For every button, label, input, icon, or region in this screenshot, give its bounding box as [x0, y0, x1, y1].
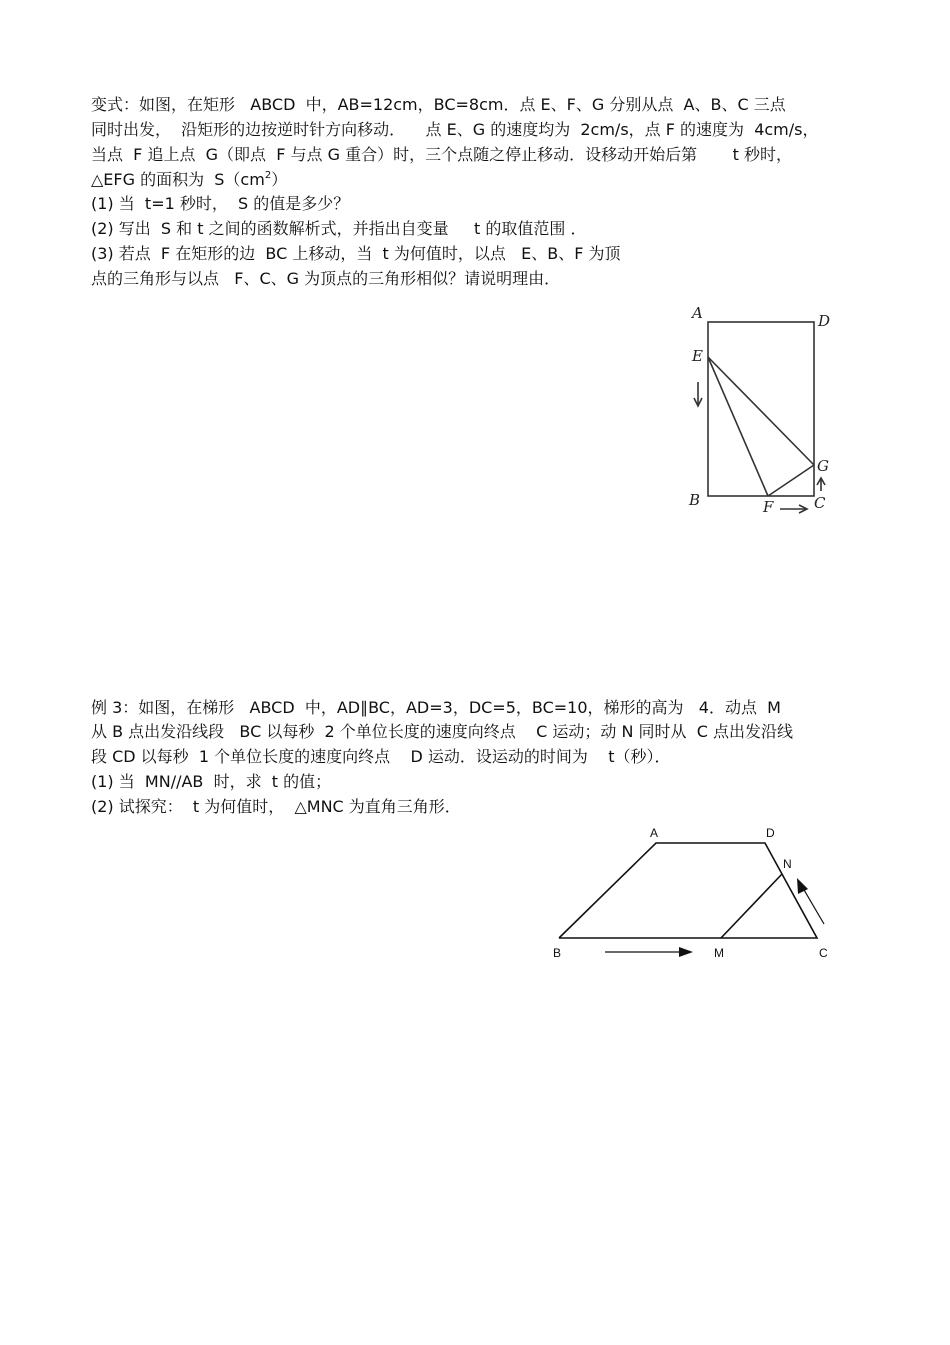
problem1-line-1: 变式：如图，在矩形 ABCD 中，AB=12cm，BC=8cm．点 E、F、G 分别从点 A、B、C 三点 — [91, 95, 786, 114]
segment-mn — [721, 874, 782, 938]
area-prefix: △EFG 的面积为 S（cm — [91, 170, 265, 189]
problem2-question-1: (1) 当 MN//AB 时，求 t 的值； — [91, 772, 332, 791]
label-c2: C — [819, 946, 828, 960]
arrow-cn-head-icon — [797, 878, 808, 894]
label-d2: D — [766, 826, 775, 840]
label-f: F — [763, 498, 774, 516]
label-b2: B — [553, 946, 562, 960]
area-suffix: ） — [271, 170, 288, 189]
label-a2: A — [650, 826, 659, 840]
label-n: N — [783, 857, 792, 871]
problem2-line-3: 段 CD 以每秒 1 个单位长度的速度向终点 D 运动．设运动的时间为 t（秒）． — [91, 747, 671, 766]
problem1-line-3: 当点 F 追上点 G（即点 F 与点 G 重合）时，三个点随之停止移动．设移动开始后第 t 秒时， — [91, 145, 793, 164]
problem1-question-2: (2) 写出 S 和 t 之间的函数解析式，并指出自变量 t 的取值范围 ． — [91, 219, 587, 238]
problem2-question-2: (2) 试探究： t 为何值时， △MNC 为直角三角形． — [91, 797, 461, 816]
area-exponent: 2 — [264, 170, 272, 181]
arrow-bm-head-icon — [679, 947, 693, 957]
problem2-line-2: 从 B 点出发沿线段 BC 以每秒 2 个单位长度的速度向终点 C 运动；动 N 同时从 C 点出发沿线 — [91, 722, 793, 741]
label-c: C — [814, 494, 826, 512]
label-m: M — [714, 946, 724, 960]
trapezoid-abcd — [559, 843, 817, 938]
problem1-line-2: 同时出发， 沿矩形的边按逆时针方向移动． 点 E、G 的速度均为 2cm/s，点 F 的速度为 4cm/s， — [91, 120, 819, 139]
problem1-question-3: (3) 若点 F 在矩形的边 BC 上移动，当 t 为何值时，以点 E、B、F 为顶 — [91, 244, 621, 263]
problem2-line-1: 例 3：如图，在梯形 ABCD 中，AD∥BC，AD=3，DC=5，BC=10，梯形的高为 4．动点 M — [91, 698, 781, 717]
label-e: E — [692, 347, 703, 365]
label-d: D — [818, 312, 831, 330]
problem1-question-3-cont: 点的三角形与以点 F、C、G 为顶点的三角形相似？请说明理由． — [91, 269, 561, 288]
label-a: A — [692, 304, 703, 322]
label-b: B — [689, 491, 701, 509]
label-g: G — [817, 457, 829, 475]
problem1-question-1: (1) 当 t=1 秒时， S 的值是多少？ — [91, 194, 350, 213]
